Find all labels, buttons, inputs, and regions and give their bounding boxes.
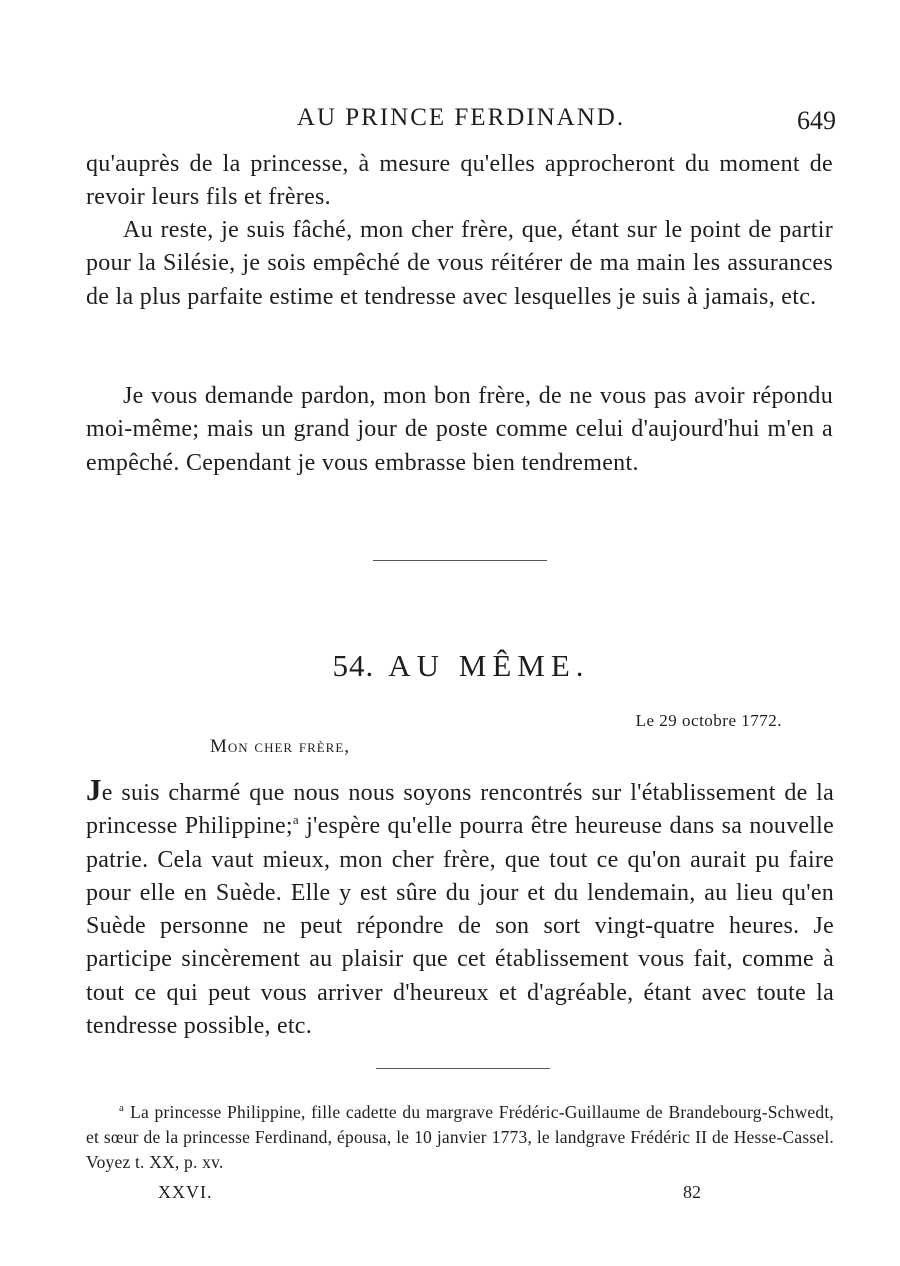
footnote-reference[interactable]: a: [292, 812, 299, 828]
letter-heading: [86, 648, 836, 684]
running-title: AU PRINCE FERDINAND.: [296, 104, 626, 131]
signature-sheet: 82: [683, 1182, 701, 1202]
paragraph-postscript: Je vous demande pardon, mon bon frère, de ne vous pas avoir répondu moi-même; mais un grand jour de poste comme celui d'aujourd'hui m'en a empêché. Cependant je vous embrasse bien tendrement.: [86, 383, 833, 476]
paragraph-continuation: qu'auprès de la princesse, à mesure qu'elles approcheront du moment de revoir leurs fils et frères.: [86, 151, 833, 211]
signature-volume: XXVI.: [158, 1182, 213, 1202]
drop-cap: J: [86, 772, 102, 807]
paragraph-closing: Au reste, je suis fâché, mon cher frère, que, étant sur le point de partir pour la Silésie, je sois empêché de vous réitérer de ma main les assurances de la plus parfaite estime et tendresse avec lesquelles je suis à jamais, etc.: [86, 217, 833, 310]
section-divider: [373, 560, 547, 561]
footnote-mark: a: [119, 1102, 125, 1115]
letter-date: Le 29 octobre 1772.: [635, 711, 782, 730]
footnote-text: La princesse Philippine, fille cadette du margrave Frédéric-Guillaume de Brandebourg-Schwedt, et sœur de la princesse Ferdinand, épousa, le 10 janvier 1773, le landgrave Frédéric II de Hesse-Cassel. Voyez t. XX, p. xv.: [86, 1102, 834, 1172]
footnote: [86, 1100, 834, 1175]
letter-number: 54.: [332, 648, 375, 683]
letter-text-part2: j'espère qu'elle pourra être heureuse dans sa nouvelle patrie. Cela vaut mieux, mon cher frère, que tout ce qu'on aurait pu faire pour elle en Suède. Elle y est sûre du jour et du lendemain, au lieu qu'en Suède personne ne peut répondre de son sort vingt-quatre heures. Je participe sincèrement au plaisir que cet établissement vous fait, comme à tout ce qui peut vous arriver d'heureux et d'agréable, étant avec toute la tendresse possible, etc.: [86, 813, 834, 1040]
letter-text-part1: e suis charmé que nous nous soyons rencontrés sur l'établissement de la princesse Philippine;: [86, 780, 834, 840]
letter-body: [86, 774, 834, 1043]
running-head: [86, 104, 836, 136]
footnote-divider: [376, 1068, 550, 1069]
letter-title: AU MÊME.: [388, 648, 590, 683]
letter-salutation: Mon cher frère,: [210, 736, 351, 757]
page-number: 649: [797, 106, 836, 135]
